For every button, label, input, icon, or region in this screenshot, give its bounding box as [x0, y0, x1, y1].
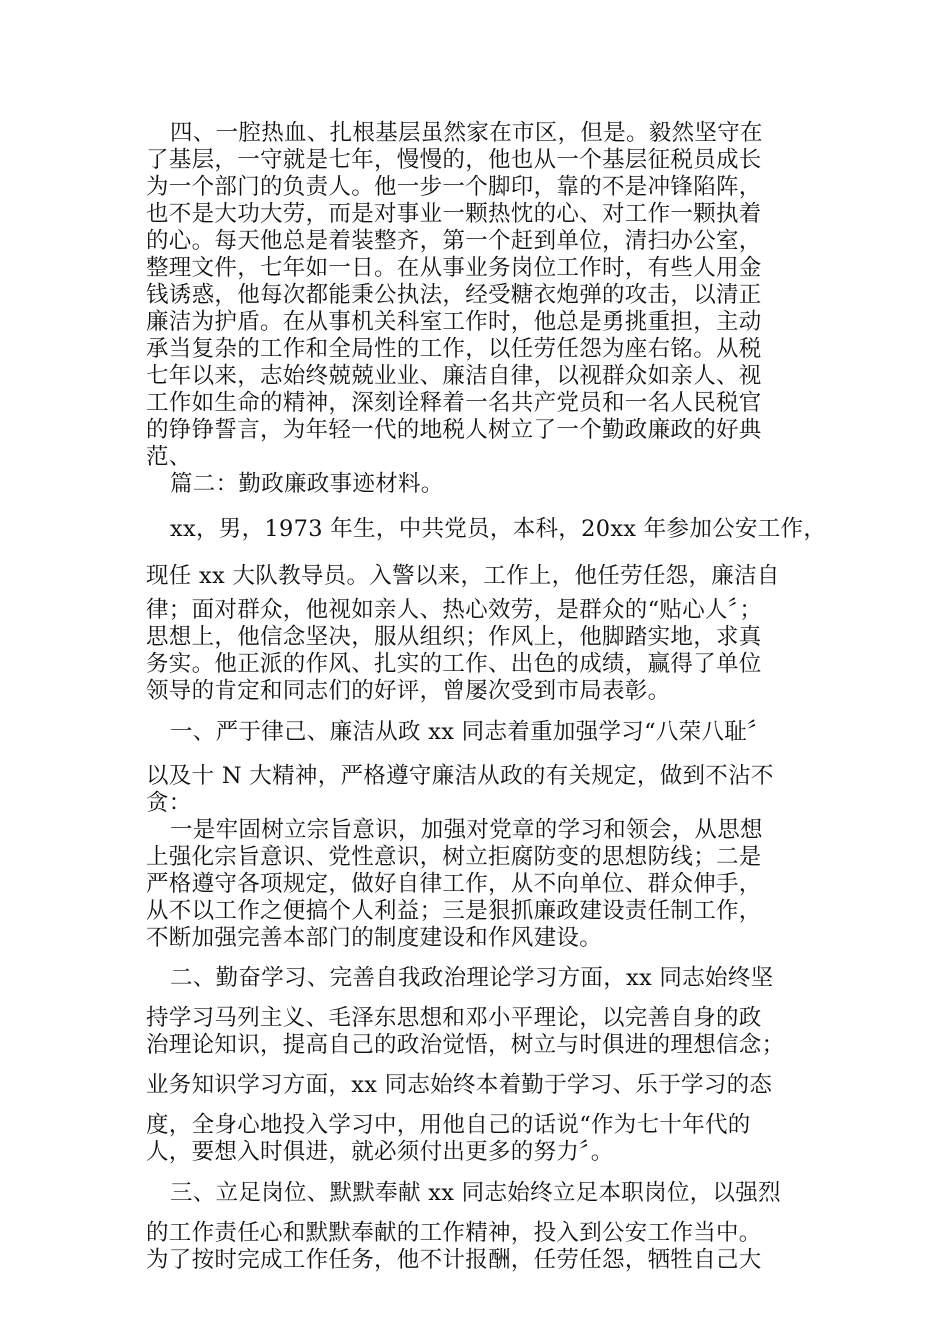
- paragraph-line: 律；面对群众，他视如亲人、热心效劳，是群众的“贴心人〞；: [146, 597, 763, 623]
- paragraph-line: 务实。他正派的作风、扎实的工作、出色的成绩，赢得了单位: [146, 651, 762, 677]
- paragraph-line: 一是牢固树立宗旨意识，加强对党章的学习和领会，从思想: [170, 817, 763, 843]
- paragraph-line: 二、勤奋学习、完善自我政治理论学习方面，xx 同志始终坚: [170, 965, 774, 991]
- paragraph-line: 三、立足岗位、默默奉献 xx 同志始终立足本职岗位，以强烈: [170, 1180, 781, 1206]
- paragraph-line: 为了按时完成工作任务，他不计报酬，任劳任怨，牺牲自己大: [146, 1247, 762, 1273]
- paragraph-line: 整理文件，七年如一日。在从事业务岗位工作时，有些人用金: [146, 255, 762, 281]
- paragraph-line: 承当复杂的工作和全局性的工作，以任劳任怨为座右铭。从税: [146, 336, 762, 362]
- paragraph-line: 度，全身心地投入学习中，用他自己的话说“作为七十年代的: [146, 1112, 751, 1138]
- paragraph-line: 以及十 N 大精神，严格遵守廉洁从政的有关规定，做到不沾不: [146, 763, 774, 789]
- paragraph-line: xx，男，1973 年生，中共党员，本科，20xx 年参加公安工作，: [170, 516, 827, 542]
- paragraph-line: 也不是大功大劳，而是对事业一颗热忱的心、对工作一颗执着: [146, 201, 762, 227]
- section-heading: 篇二：勤政廉政事迹材料。: [170, 471, 444, 497]
- paragraph-line: 从不以工作之便搞个人利益；三是狠抓廉政建设责任制工作，: [146, 898, 762, 924]
- paragraph-line: 业务知识学习方面，xx 同志始终本着勤于学习、乐于学习的态: [146, 1072, 773, 1098]
- paragraph-line: 不断加强完善本部门的制度建设和作风建设。: [146, 925, 603, 951]
- paragraph-line: 的心。每天他总是着装整齐，第一个赶到单位，清扫办公室，: [146, 228, 762, 254]
- paragraph-line: 四、一腔热血、扎根基层虽然家在市区，但是。毅然坚守在: [170, 120, 763, 146]
- paragraph-line: 一、严于律己、廉洁从政 xx 同志着重加强学习“八荣八耻〞: [170, 719, 770, 745]
- paragraph-line: 范、: [146, 444, 192, 470]
- paragraph-line: 贪：: [146, 790, 192, 816]
- paragraph-line: 人，要想入时俱进，就必须付出更多的努力〞。: [146, 1139, 614, 1165]
- paragraph-line: 的铮铮誓言，为年轻一代的地税人树立了一个勤政廉政的好典: [146, 417, 762, 443]
- paragraph-line: 现任 xx 大队教导员。入警以来，工作上，他任劳任怨，廉洁自: [146, 563, 780, 589]
- paragraph-line: 廉洁为护盾。在从事机关科室工作时，他总是勇挑重担，主动: [146, 309, 762, 335]
- paragraph-line: 持学习马列主义、毛泽东思想和邓小平理论，以完善自身的政: [146, 1005, 762, 1031]
- paragraph-line: 了基层，一守就是七年，慢慢的，他也从一个基层征税员成长: [146, 147, 762, 173]
- paragraph-line: 治理论知识，提高自己的政治觉悟，树立与时俱进的理想信念；: [146, 1032, 785, 1058]
- paragraph-line: 工作如生命的精神，深刻诠释着一名共产党员和一名人民税官: [146, 390, 762, 416]
- paragraph-line: 严格遵守各项规定，做好自律工作，从不向单位、群众伸手，: [146, 871, 762, 897]
- paragraph-line: 上强化宗旨意识、党性意识，树立拒腐防变的思想防线；二是: [146, 844, 762, 870]
- paragraph-line: 七年以来，志始终兢兢业业、廉洁自律，以视群众如亲人、视: [146, 363, 762, 389]
- paragraph-line: 的工作责任心和默默奉献的工作精神，投入到公安工作当中。: [146, 1220, 762, 1246]
- paragraph-line: 为一个部门的负责人。他一步一个脚印，靠的不是冲锋陷阵，: [146, 174, 762, 200]
- paragraph-line: 领导的肯定和同志们的好评，曾屡次受到市局表彰。: [146, 678, 671, 704]
- paragraph-line: 思想上，他信念坚决，服从组织；作风上，他脚踏实地，求真: [146, 624, 762, 650]
- paragraph-line: 钱诱惑，他每次都能秉公执法，经受糖衣炮弹的攻击，以清正: [146, 282, 762, 308]
